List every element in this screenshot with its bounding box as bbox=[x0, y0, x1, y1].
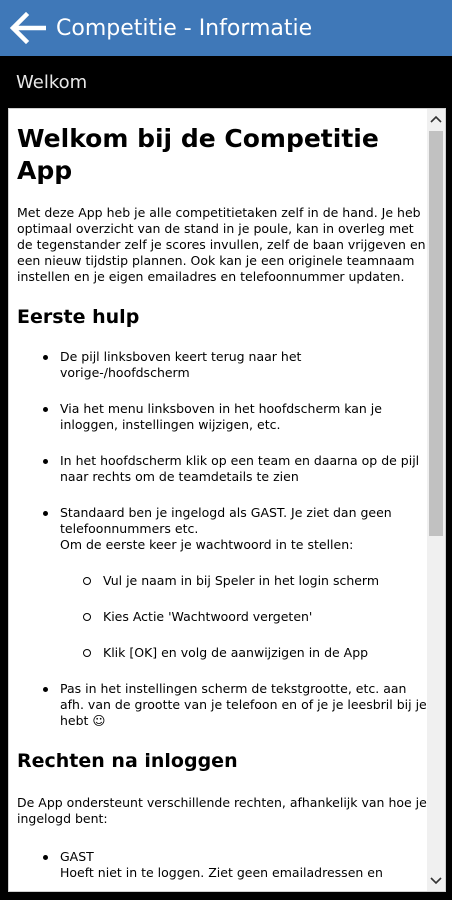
sub-list-item: Kies Actie 'Wachtwoord vergeten' bbox=[17, 609, 427, 625]
rights-role: GAST bbox=[60, 849, 94, 864]
arrow-left-icon bbox=[8, 11, 46, 45]
back-button[interactable] bbox=[4, 0, 50, 56]
list-item: In het hoofdscherm klik op een team en daarna op de pijl naar rechts om de teamdetails te zien bbox=[17, 453, 427, 485]
list-item: De pijl linksboven keert terug naar het vorige-/hoofdscherm bbox=[17, 349, 427, 381]
rights-intro-text: De App ondersteunt verschillende rechten, afhankelijk van hoe je ingelogd bent: bbox=[17, 795, 427, 826]
section-heading-eerste-hulp: Eerste hulp bbox=[17, 306, 140, 328]
scroll-down-button[interactable] bbox=[427, 871, 445, 891]
sub-header bbox=[0, 56, 452, 108]
password-steps-list bbox=[17, 573, 427, 661]
list-item bbox=[17, 505, 427, 553]
list-item-text-line2: Om de eerste keer je wachtwoord in te stellen: bbox=[60, 537, 354, 552]
list-item bbox=[17, 849, 427, 881]
list-item: Pas in het instellingen scherm de tekstgrootte, etc. aan afh. van de grootte van je telefoon en of je je leesbril bij je hebt ☺ bbox=[17, 681, 427, 729]
section-title: Welkom bbox=[16, 71, 88, 93]
help-list-continued bbox=[17, 681, 427, 729]
chevron-up-icon bbox=[430, 115, 442, 123]
sub-list-item: Vul je naam in bij Speler in het login scherm bbox=[17, 573, 427, 589]
article bbox=[9, 109, 427, 881]
chevron-down-icon bbox=[430, 877, 442, 885]
help-list bbox=[17, 349, 427, 553]
scroll-up-button[interactable] bbox=[427, 109, 445, 129]
list-item-text: Standaard ben je ingelogd als GAST. Je ziet dan geen telefoonnummers etc. bbox=[60, 505, 392, 536]
rights-list bbox=[17, 849, 427, 881]
sub-list-item: Klik [OK] en volg de aanwijzigen in de App bbox=[17, 645, 427, 661]
list-item: Via het menu linksboven in het hoofdscherm kan je inloggen, instellingen wijzigen, etc. bbox=[17, 401, 427, 433]
vertical-scrollbar[interactable] bbox=[427, 109, 445, 891]
article-heading: Welkom bij de Competitie App bbox=[17, 124, 379, 185]
page-title: Competitie - Informatie bbox=[56, 15, 313, 41]
section-heading-rechten: Rechten na inloggen bbox=[17, 750, 238, 772]
rights-role-desc: Hoeft niet in te loggen. Ziet geen emailadressen en bbox=[60, 865, 383, 880]
intro-text: Met deze App heb je alle competitietaken zelf in de hand. Je heb optimaal overzicht van de stand in je poule, kan in overleg met de tegenstander zelf je scores invullen, zelf de baan vrijgeven en een nieuw tijdstip plannen. Ook kan je een originele teamnaam instellen en je eigen emailadres en telefoonnummer updaten. bbox=[17, 205, 426, 284]
title-bar bbox=[0, 0, 452, 56]
scrollbar-thumb[interactable] bbox=[429, 131, 443, 536]
info-panel[interactable] bbox=[8, 108, 446, 892]
